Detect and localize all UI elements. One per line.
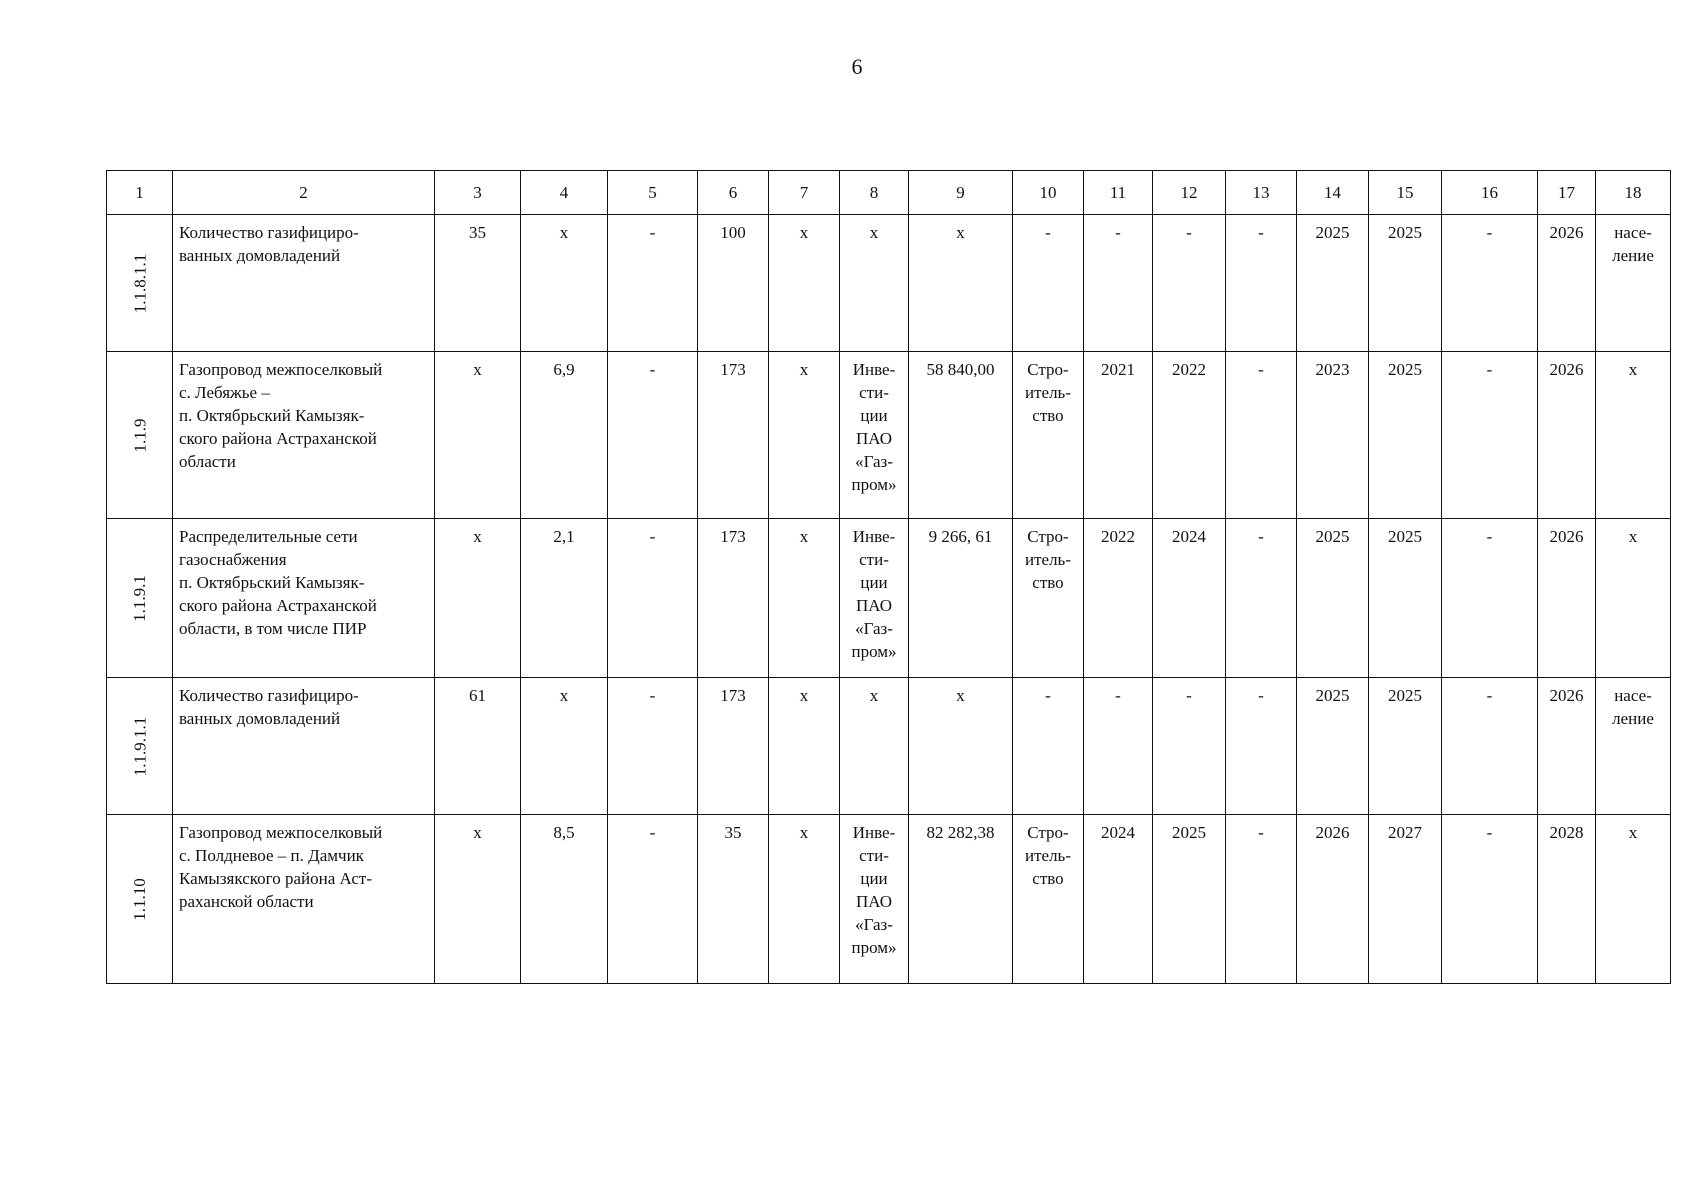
cell-col-13: - — [1226, 352, 1297, 519]
cell-col-7: х — [769, 352, 840, 519]
cell-col-4: 2,1 — [521, 519, 608, 678]
cell-col-15: 2027 — [1369, 815, 1442, 984]
cell-col-11: - — [1084, 678, 1153, 815]
cell-col-15: 2025 — [1369, 519, 1442, 678]
row-code-cell — [107, 352, 173, 519]
cell-col-16: - — [1442, 519, 1538, 678]
cell-col-4: х — [521, 215, 608, 352]
cell-col-8: х — [840, 215, 909, 352]
table-row — [107, 215, 1671, 352]
column-header-10: 10 — [1013, 171, 1084, 215]
row-code: 1.1.9.1 — [130, 574, 149, 622]
cell-col-16: - — [1442, 815, 1538, 984]
cell-col-5: - — [608, 519, 698, 678]
column-header-8: 8 — [840, 171, 909, 215]
row-code: 1.1.8.1.1 — [130, 253, 149, 313]
row-code: 1.1.9.1.1 — [130, 716, 149, 776]
cell-col-5: - — [608, 678, 698, 815]
cell-col-18: х — [1596, 352, 1671, 519]
table-row — [107, 519, 1671, 678]
cell-col-12: 2022 — [1153, 352, 1226, 519]
cell-col-9: 82 282,38 — [909, 815, 1013, 984]
cell-col-11: 2021 — [1084, 352, 1153, 519]
column-header-14: 14 — [1297, 171, 1369, 215]
cell-col-18: х — [1596, 815, 1671, 984]
cell-col-12: 2025 — [1153, 815, 1226, 984]
cell-col-18: х — [1596, 519, 1671, 678]
cell-col-18: насе- ление — [1596, 678, 1671, 815]
column-header-9: 9 — [909, 171, 1013, 215]
cell-col-3: х — [435, 815, 521, 984]
cell-col-8: Инве- сти- ции ПАО «Газ- пром» — [840, 815, 909, 984]
cell-col-17: 2026 — [1538, 519, 1596, 678]
column-header-2: 2 — [173, 171, 435, 215]
cell-col-6: 173 — [698, 352, 769, 519]
column-header-16: 16 — [1442, 171, 1538, 215]
cell-col-13: - — [1226, 519, 1297, 678]
cell-col-7: х — [769, 215, 840, 352]
column-header-6: 6 — [698, 171, 769, 215]
row-code-cell — [107, 678, 173, 815]
cell-col-11: - — [1084, 215, 1153, 352]
column-header-18: 18 — [1596, 171, 1671, 215]
table-row — [107, 352, 1671, 519]
cell-col-17: 2026 — [1538, 678, 1596, 815]
page-number: 6 — [851, 54, 863, 79]
cell-col-16: - — [1442, 678, 1538, 815]
cell-col-7: х — [769, 519, 840, 678]
column-header-13: 13 — [1226, 171, 1297, 215]
cell-col-5: - — [608, 815, 698, 984]
cell-col-3: 61 — [435, 678, 521, 815]
cell-col-10: Стро- итель- ство — [1013, 519, 1084, 678]
cell-col-17: 2026 — [1538, 352, 1596, 519]
item-name-cell: Количество газифициро- ванных домовладений — [173, 678, 435, 815]
cell-col-8: х — [840, 678, 909, 815]
cell-col-16: - — [1442, 215, 1538, 352]
cell-col-8: Инве- сти- ции ПАО «Газ- пром» — [840, 519, 909, 678]
column-header-3: 3 — [435, 171, 521, 215]
item-name-cell: Газопровод межпоселковый с. Лебяжье – п. Октябрьский Камызяк- ского района Астраханской области — [173, 352, 435, 519]
cell-col-4: х — [521, 678, 608, 815]
cell-col-17: 2026 — [1538, 215, 1596, 352]
cell-col-4: 8,5 — [521, 815, 608, 984]
cell-col-4: 6,9 — [521, 352, 608, 519]
item-name-cell: Распределительные сети газоснабжения п. Октябрьский Камызяк- ского района Астраханской области, в том числе ПИР — [173, 519, 435, 678]
row-code-cell — [107, 215, 173, 352]
row-code: 1.1.10 — [130, 877, 149, 921]
cell-col-3: 35 — [435, 215, 521, 352]
cell-col-12: - — [1153, 678, 1226, 815]
row-code: 1.1.9 — [130, 418, 149, 452]
column-header-5: 5 — [608, 171, 698, 215]
cell-col-15: 2025 — [1369, 352, 1442, 519]
cell-col-8: Инве- сти- ции ПАО «Газ- пром» — [840, 352, 909, 519]
cell-col-17: 2028 — [1538, 815, 1596, 984]
cell-col-9: х — [909, 215, 1013, 352]
row-code-cell — [107, 519, 173, 678]
cell-col-11: 2024 — [1084, 815, 1153, 984]
cell-col-12: - — [1153, 215, 1226, 352]
table-row — [107, 678, 1671, 815]
column-header-7: 7 — [769, 171, 840, 215]
cell-col-6: 100 — [698, 215, 769, 352]
column-header-1: 1 — [107, 171, 173, 215]
cell-col-18: насе- ление — [1596, 215, 1671, 352]
data-table — [106, 170, 1671, 984]
cell-col-14: 2025 — [1297, 678, 1369, 815]
cell-col-16: - — [1442, 352, 1538, 519]
cell-col-5: - — [608, 352, 698, 519]
item-name-cell: Газопровод межпоселковый с. Полдневое – п. Дамчик Камызякского района Аст- раханской области — [173, 815, 435, 984]
cell-col-13: - — [1226, 815, 1297, 984]
cell-col-12: 2024 — [1153, 519, 1226, 678]
column-header-15: 15 — [1369, 171, 1442, 215]
header-row — [107, 171, 1671, 215]
cell-col-6: 173 — [698, 678, 769, 815]
cell-col-6: 173 — [698, 519, 769, 678]
cell-col-11: 2022 — [1084, 519, 1153, 678]
cell-col-5: - — [608, 215, 698, 352]
cell-col-14: 2025 — [1297, 519, 1369, 678]
cell-col-10: Стро- итель- ство — [1013, 352, 1084, 519]
column-header-17: 17 — [1538, 171, 1596, 215]
item-name-cell: Количество газифициро- ванных домовладений — [173, 215, 435, 352]
cell-col-6: 35 — [698, 815, 769, 984]
cell-col-7: х — [769, 815, 840, 984]
cell-col-13: - — [1226, 215, 1297, 352]
row-code-cell — [107, 815, 173, 984]
cell-col-10: - — [1013, 215, 1084, 352]
cell-col-14: 2026 — [1297, 815, 1369, 984]
cell-col-14: 2025 — [1297, 215, 1369, 352]
cell-col-7: х — [769, 678, 840, 815]
cell-col-10: Стро- итель- ство — [1013, 815, 1084, 984]
cell-col-9: 58 840,00 — [909, 352, 1013, 519]
column-header-12: 12 — [1153, 171, 1226, 215]
cell-col-3: х — [435, 352, 521, 519]
column-header-11: 11 — [1084, 171, 1153, 215]
cell-col-15: 2025 — [1369, 678, 1442, 815]
cell-col-3: х — [435, 519, 521, 678]
table-row — [107, 815, 1671, 984]
cell-col-15: 2025 — [1369, 215, 1442, 352]
cell-col-9: 9 266, 61 — [909, 519, 1013, 678]
cell-col-14: 2023 — [1297, 352, 1369, 519]
column-header-4: 4 — [521, 171, 608, 215]
cell-col-9: х — [909, 678, 1013, 815]
cell-col-10: - — [1013, 678, 1084, 815]
cell-col-13: - — [1226, 678, 1297, 815]
